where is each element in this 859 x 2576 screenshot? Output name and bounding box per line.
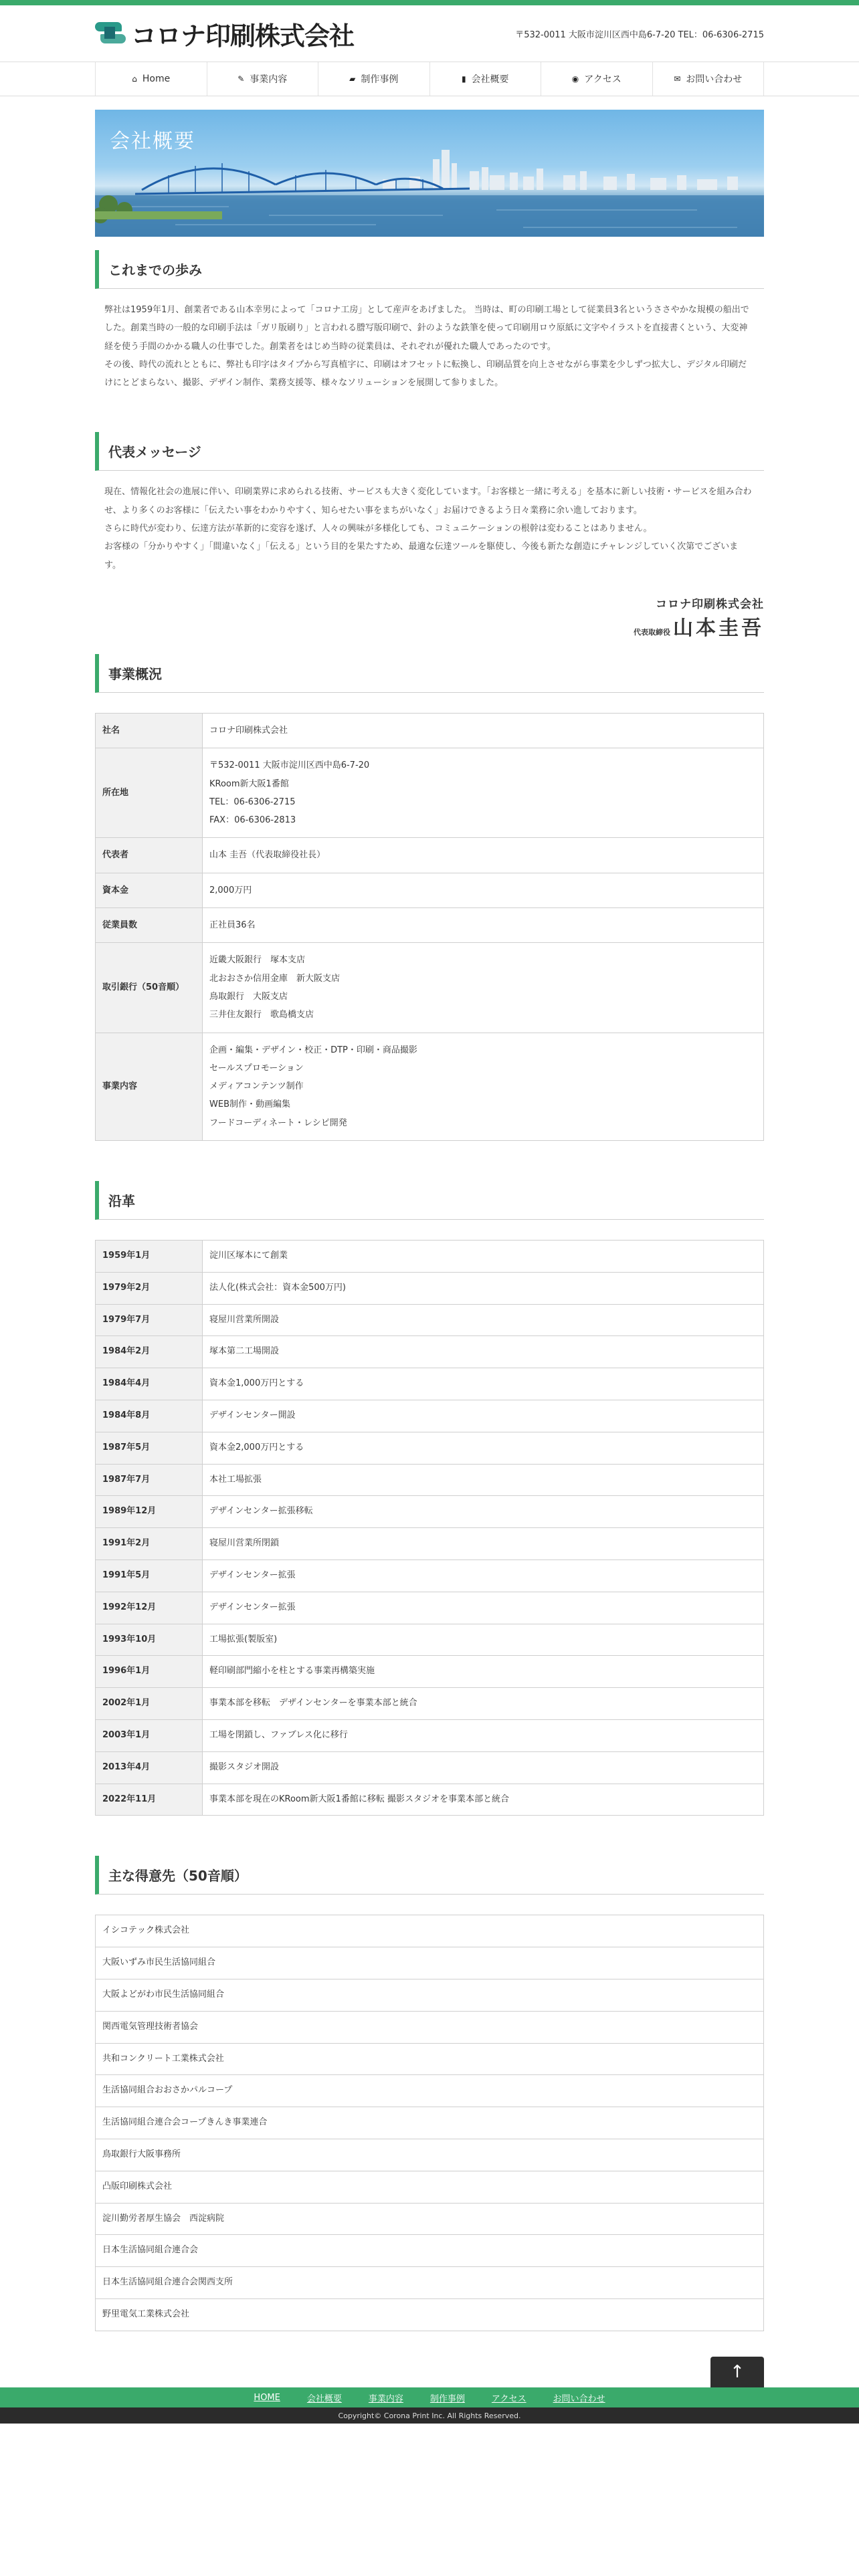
history-row — [96, 1656, 764, 1688]
client-row — [96, 2235, 764, 2267]
overview-value-line: 鳥取銀行 大阪支店 — [209, 991, 288, 1002]
history-intro-paragraph: その後、時代の流れとともに、弊社も印字はタイプから写真植字に、印刷はオフセットに転換し、印刷品質を向上させながら事業を少しずつ拡大し、デジタル印刷だけにとどまらない、撮影、デザイン制作、業務支援等、様々なソリューションを展開して参りました。 — [104, 359, 747, 389]
overview-value-line: KRoom新大阪1番館 — [209, 778, 289, 789]
history-row — [96, 1496, 764, 1528]
client-row — [96, 2171, 764, 2203]
overview-row — [96, 908, 764, 943]
overview-value-line: WEB制作・動画編集 — [209, 1099, 290, 1110]
client-name: 生活協同組合おおさかパルコープ — [96, 2075, 764, 2107]
overview-value-line: 〒532-0011 大阪市淀川区西中島6-7-20 — [209, 760, 370, 771]
section-heading-message: 代表メッセージ — [95, 432, 764, 471]
overview-row — [96, 1033, 764, 1140]
history-event: 本社工場拡張 — [203, 1464, 764, 1496]
history-row — [96, 1400, 764, 1432]
client-row — [96, 2043, 764, 2075]
overview-value-line: 正社員36名 — [209, 920, 256, 931]
overview-key: 資本金 — [96, 873, 203, 907]
history-row — [96, 1751, 764, 1784]
footer-link[interactable]: アクセス — [491, 2393, 527, 2404]
history-date: 1991年5月 — [96, 1560, 203, 1592]
history-row — [96, 1336, 764, 1368]
history-event: 撮影スタジオ開設 — [203, 1751, 764, 1784]
nav-item-1[interactable] — [207, 62, 318, 96]
history-date: 1991年2月 — [96, 1528, 203, 1560]
client-row — [96, 2298, 764, 2331]
history-date: 1992年12月 — [96, 1592, 203, 1624]
history-row — [96, 1432, 764, 1464]
client-name: 鳥取銀行大阪事務所 — [96, 2139, 764, 2171]
history-row — [96, 1272, 764, 1304]
top-accent-bar — [0, 0, 859, 5]
client-row — [96, 1915, 764, 1947]
client-name: 日本生活協同組合連合会 — [96, 2235, 764, 2267]
map-pin-icon: ◉ — [571, 74, 579, 84]
site-logo[interactable] — [95, 15, 354, 52]
ceo-signature — [95, 574, 764, 641]
history-row — [96, 1784, 764, 1816]
overview-row — [96, 748, 764, 838]
main-content — [95, 110, 764, 2331]
overview-value-line: TEL：06-6306-2715 — [209, 796, 296, 807]
client-row — [96, 2107, 764, 2139]
history-intro-text — [95, 289, 764, 392]
mail-icon: ✉ — [674, 74, 681, 84]
history-row — [96, 1368, 764, 1400]
logo-mark-icon — [95, 21, 126, 46]
overview-value-line: 近畿大阪銀行 塚本支店 — [209, 955, 306, 966]
overview-value — [203, 713, 764, 748]
history-date: 2013年4月 — [96, 1751, 203, 1784]
folder-icon: ▰ — [349, 74, 356, 84]
nav-item-5[interactable] — [652, 62, 765, 96]
client-name: 淀川勤労者厚生協会 西淀病院 — [96, 2203, 764, 2235]
history-date: 1987年7月 — [96, 1464, 203, 1496]
overview-key: 代表者 — [96, 838, 203, 873]
message-paragraph: お客様の「分かりやすく」「間違いなく」「伝える」という目的を果たすため、最適な伝達ツールを駆使し、今後も新たな創造にチャレンジしていく次第でございます。 — [104, 542, 739, 570]
client-row — [96, 1947, 764, 1979]
history-event: 塚本第二工場開設 — [203, 1336, 764, 1368]
history-row — [96, 1592, 764, 1624]
history-event: 寝屋川営業所開設 — [203, 1304, 764, 1336]
history-date: 2003年1月 — [96, 1719, 203, 1751]
client-row — [96, 2267, 764, 2299]
client-name: 大阪いずみ市民生活協同組合 — [96, 1947, 764, 1979]
history-event: 軽印刷部門縮小を柱とする事業再構築実施 — [203, 1656, 764, 1688]
overview-row — [96, 873, 764, 907]
history-row — [96, 1304, 764, 1336]
overview-value-line: フードコーディネート・レシピ開発 — [209, 1117, 347, 1128]
footer-copyright: Copyright© Corona Print Inc. All Rights Reserved. — [0, 2407, 859, 2424]
global-nav — [0, 62, 859, 96]
overview-value-line: 2,000万円 — [209, 885, 252, 895]
history-row — [96, 1719, 764, 1751]
client-row — [96, 2203, 764, 2235]
overview-value-line: コロナ印刷株式会社 — [209, 725, 288, 736]
overview-key: 事業内容 — [96, 1033, 203, 1140]
overview-value-line: 山本 圭吾（代表取締役社長） — [209, 850, 326, 861]
history-event: 工場を閉鎖し、ファブレス化に移行 — [203, 1719, 764, 1751]
footer-link[interactable]: HOME — [254, 2392, 280, 2403]
client-row — [96, 2139, 764, 2171]
history-event: デザインセンター開設 — [203, 1400, 764, 1432]
hero-banner — [95, 110, 764, 237]
history-row — [96, 1560, 764, 1592]
overview-value — [203, 838, 764, 873]
section-heading-clients: 主な得意先（50音順） — [95, 1856, 764, 1895]
overview-row — [96, 838, 764, 873]
history-event: 事業本部を現在のKRoom新大阪1番館に移転 撮影スタジオを事業本部と統合 — [203, 1784, 764, 1816]
overview-row — [96, 943, 764, 1033]
client-row — [96, 2011, 764, 2043]
overview-value-line: 企画・編集・デザイン・校正・DTP・印刷・商品撮影 — [209, 1045, 417, 1055]
overview-key: 取引銀行（50音順） — [96, 943, 203, 1033]
overview-value — [203, 748, 764, 838]
section-heading-history-intro: これまでの歩み — [95, 250, 764, 289]
header-address: 〒532-0011 大阪市淀川区西中島6-7-20 TEL：06-6306-2715 — [515, 29, 764, 40]
overview-value-line: 三井住友銀行 歌島橋支店 — [209, 1010, 314, 1021]
history-date: 2022年11月 — [96, 1784, 203, 1816]
history-event: デザインセンター拡張移転 — [203, 1496, 764, 1528]
footer-nav — [0, 2387, 859, 2407]
history-date: 1996年1月 — [96, 1656, 203, 1688]
nav-item-label: 会社概要 — [471, 74, 509, 85]
history-date: 1984年8月 — [96, 1400, 203, 1432]
nav-item-label: Home — [142, 74, 171, 84]
footer-link[interactable]: 事業内容 — [368, 2393, 403, 2404]
footer-link[interactable]: お問い合わせ — [553, 2393, 605, 2404]
client-name: 凸版印刷株式会社 — [96, 2171, 764, 2203]
section-heading-history: 沿革 — [95, 1181, 764, 1220]
client-name: 生活協同組合連合会コープきんき事業連合 — [96, 2107, 764, 2139]
history-event: 工場拡張(製版室) — [203, 1624, 764, 1656]
overview-key: 社名 — [96, 713, 203, 748]
overview-key: 従業員数 — [96, 908, 203, 943]
history-row — [96, 1528, 764, 1560]
nav-item-label: 事業内容 — [250, 74, 288, 85]
home-icon: ⌂ — [132, 74, 137, 84]
nav-item-2[interactable] — [318, 62, 430, 96]
logo-text: コロナ印刷株式会社 — [131, 21, 355, 51]
history-event: 法人化(株式会社：資本金500万円) — [203, 1272, 764, 1304]
history-event: 資本金2,000万円とする — [203, 1432, 764, 1464]
overview-key: 所在地 — [96, 748, 203, 838]
client-name: 野里電気工業株式会社 — [96, 2298, 764, 2331]
history-event: 事業本部を移転 デザインセンターを事業本部と統合 — [203, 1688, 764, 1720]
history-row — [96, 1688, 764, 1720]
history-date: 1959年1月 — [96, 1241, 203, 1273]
signature-title: 代表取締役 — [634, 627, 670, 637]
history-date: 1984年4月 — [96, 1368, 203, 1400]
nav-item-label: 制作事例 — [361, 74, 399, 85]
clients-table — [95, 1915, 764, 2331]
history-event: 寝屋川営業所閉鎖 — [203, 1528, 764, 1560]
footer-link[interactable]: 会社概要 — [306, 2393, 342, 2404]
history-table — [95, 1240, 764, 1816]
nav-item-0[interactable] — [95, 62, 207, 96]
signature-company: コロナ印刷株式会社 — [656, 597, 764, 611]
history-row — [96, 1464, 764, 1496]
nav-item-3[interactable] — [430, 62, 541, 96]
client-name: 大阪よどがわ市民生活協同組合 — [96, 1979, 764, 2011]
history-event: 資本金1,000万円とする — [203, 1368, 764, 1400]
history-date: 1979年7月 — [96, 1304, 203, 1336]
overview-value-line: セールスプロモーション — [209, 1063, 304, 1073]
message-paragraph: 現在、情報化社会の進展に伴い、印刷業界に求められる技術、サービスも大きく変化しています。「お客様と一緒に考える」を基本に新しい技術・サービスを組み合わせ、より多くのお客様に「伝えたい事をわかりやすく、知らせたい事をまちがいなく」お届けできるよう日々業務に余い進しております。 — [104, 487, 752, 516]
history-row — [96, 1241, 764, 1273]
overview-value-line: メディアコンテンツ制作 — [209, 1081, 304, 1092]
overview-value — [203, 873, 764, 907]
client-name: イシコテック株式会社 — [96, 1915, 764, 1947]
history-date: 1984年2月 — [96, 1336, 203, 1368]
message-text — [95, 471, 764, 574]
history-event: 淀川区塚本にて創業 — [203, 1241, 764, 1273]
overview-row — [96, 713, 764, 748]
client-name: 関西電気管理技術者協会 — [96, 2011, 764, 2043]
history-date: 1987年5月 — [96, 1432, 203, 1464]
overview-value — [203, 943, 764, 1033]
history-date: 1979年2月 — [96, 1272, 203, 1304]
overview-value-line: FAX：06-6306-2813 — [209, 815, 296, 826]
site-header — [95, 5, 764, 62]
client-name: 共和コンクリート工業株式会社 — [96, 2043, 764, 2075]
pencil-icon: ✎ — [237, 74, 245, 84]
signature-name: 山本圭吾 — [673, 616, 764, 640]
history-date: 2002年1月 — [96, 1688, 203, 1720]
overview-value — [203, 1033, 764, 1140]
message-paragraph: さらに時代が変わり、伝達方法が革新的に変容を遂げ、人々の興味が多様化しても、コミュニケーションの根幹は変わることはありません。 — [104, 524, 652, 534]
nav-item-label: アクセス — [584, 74, 622, 85]
history-event: デザインセンター拡張 — [203, 1560, 764, 1592]
history-date: 1989年12月 — [96, 1496, 203, 1528]
overview-value — [203, 908, 764, 943]
history-date: 1993年10月 — [96, 1624, 203, 1656]
page-wrapper — [95, 5, 764, 62]
back-to-top-button[interactable]: ↑ — [710, 2357, 764, 2387]
nav-item-label: お問い合わせ — [686, 74, 743, 85]
history-row — [96, 1624, 764, 1656]
footer-link[interactable]: 制作事例 — [430, 2393, 465, 2404]
bookmark-icon: ▮ — [461, 74, 466, 84]
overview-table — [95, 713, 764, 1141]
history-intro-paragraph: 弊社は1959年1月、創業者である山本幸男によって「コロナ工房」として産声をあげました。 当時は、町の印刷工場として従業員3名というささやかな規模の船出でした。創業当時の一般的な印刷手法は「ガリ版刷り」と言われる謄写版印刷で、針のような鉄筆を使って印刷用ロウ原紙に文字やイラストを直接書くという、大変神経を使う手間のかかる職人の仕事でした。創業者をはじめ当時の従業員は、それぞれが優れた職人であったのです。 — [104, 305, 749, 352]
hero-title: 会社概要 — [110, 130, 195, 153]
client-row — [96, 2075, 764, 2107]
hero-bridge-illustration — [95, 110, 764, 237]
section-heading-overview: 事業概況 — [95, 654, 764, 693]
client-row — [96, 1979, 764, 2011]
history-event: デザインセンター拡張 — [203, 1592, 764, 1624]
nav-item-4[interactable] — [541, 62, 652, 96]
overview-value-line: 北おおさか信用金庫 新大阪支店 — [209, 973, 341, 984]
client-name: 日本生活協同組合連合会関西支所 — [96, 2267, 764, 2299]
